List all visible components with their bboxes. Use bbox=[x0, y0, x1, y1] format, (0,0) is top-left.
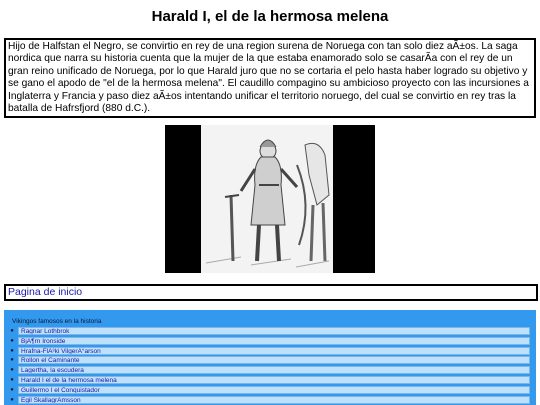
nav-item-rollon bbox=[10, 356, 530, 364]
nav-item-lagertha bbox=[10, 366, 530, 374]
bullet-icon: ● bbox=[10, 337, 14, 344]
page-title: Harald I, el de la hermosa melena bbox=[151, 8, 389, 25]
nav-item-ragnar bbox=[10, 327, 530, 335]
warrior-drawing bbox=[201, 125, 333, 273]
bullet-icon: ● bbox=[10, 396, 14, 403]
nav-item-floki bbox=[10, 347, 530, 355]
nav-link-harald[interactable]: Harald I el de la hermosa melena bbox=[18, 376, 530, 384]
harald-illustration bbox=[165, 125, 375, 273]
home-link-box bbox=[4, 284, 538, 301]
bullet-icon: ● bbox=[10, 347, 14, 354]
nav-link-lagertha[interactable]: Lagertha, la escudera bbox=[18, 366, 530, 374]
home-link[interactable]: Pagina de inicio bbox=[8, 286, 83, 298]
nav-heading: Vikingos famosos en la historia bbox=[12, 318, 102, 325]
nav-item-egil bbox=[10, 395, 530, 403]
nav-link-rollon[interactable]: Rollon el Caminante bbox=[18, 356, 530, 364]
bullet-icon: ● bbox=[10, 357, 14, 364]
bullet-icon: ● bbox=[10, 386, 14, 393]
vikings-nav-panel bbox=[4, 310, 536, 405]
intro-paragraph: Hijo de Halfstan el Negro, se convirtio en rey de una region surena de Noruega con tan solo diez aÃ±os. La saga nordica que narra su historia cuenta que la mujer de la que estaba enamorado solo se casarÃa con el rey de un gran reino unificado de Noruega, por lo que Harald juro que no se cortaria el pelo hasta haber logrado su objetivo y se gano el apodo de "el de la hermosa melena". El caudillo compagino su ambicioso proyecto con las incursiones a Inglaterra y Francia y paso diez aÃ±os intentando unificar el territorio noruego, del cual se convirtio en rey tras la batalla de Hafrsfjord (880 d.C.). bbox=[4, 38, 536, 118]
nav-link-floki[interactable]: Hrafna-FlÃ³ki VilgerÃ°arson bbox=[18, 347, 530, 355]
nav-link-bjorn[interactable]: BjÃ¶rn Ironside bbox=[18, 337, 530, 345]
bullet-icon: ● bbox=[10, 377, 14, 383]
bullet-icon: ● bbox=[10, 328, 14, 335]
nav-item-harald bbox=[10, 376, 530, 384]
nav-list bbox=[10, 327, 530, 405]
nav-item-guillermo bbox=[10, 386, 530, 394]
nav-link-ragnar[interactable]: Ragnar Lothbrok bbox=[18, 327, 530, 335]
nav-link-guillermo[interactable]: Guillermo I el Conquistador bbox=[18, 386, 530, 394]
bullet-icon: ● bbox=[10, 367, 14, 374]
nav-item-bjorn bbox=[10, 337, 530, 345]
nav-link-egil[interactable]: Egil SkallagrÃmsson bbox=[18, 396, 530, 404]
